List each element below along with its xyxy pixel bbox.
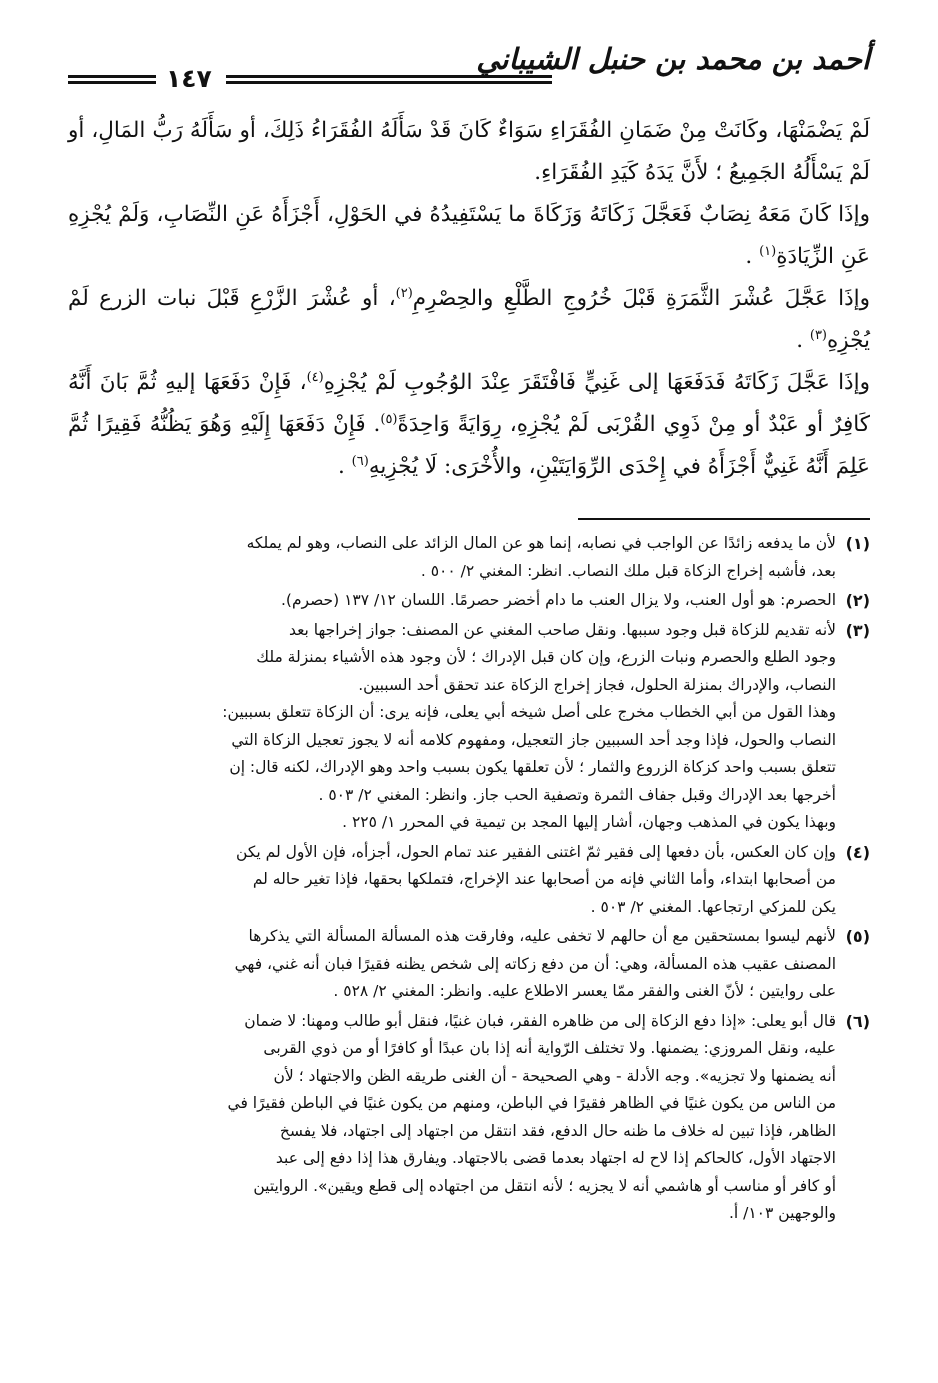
footnote-reference: (٢) — [395, 285, 413, 301]
footnote-line: وإن كان العكس، بأن دفعها إلى فقير ثمّ اغتنى الفقير عند تمام الحول، أجزأه، فإن الأول لم يكن — [236, 842, 836, 861]
footnote-line: الاجتهاد الأول، كالحاكم إذا لاح له اجتهاد بعدما قضى بالاجتهاد. ويفارق هذا إذا دفع إلى عبد — [275, 1149, 836, 1167]
footnote-line: النصاب والحول، فإذا وجد أحد السببين جاز التعجيل، ومفهوم كلامه أنه لا يجوز تعجيل الزكاة التي — [231, 730, 836, 749]
paragraph-text: وإذَا كَانَ مَعَهُ نِصَابٌ فَعَجَّلَ زَكَاتَهُ وَزَكَاةَ ما يَسْتَفِيدُهُ في الحَوْلِ، أَجْزَأَهُ عَنِ النِّصَابِ، وَلَمْ يُجْزِهِ عَنِ الزِّيَادَةِ — [68, 202, 870, 269]
footnote-reference: (٥) — [380, 411, 398, 427]
page — [68, 38, 870, 1358]
footnote-number: (٤) — [845, 842, 870, 862]
footnote-line: أنه يضمنها ولا تجزيه». وجه الأدلة - وهي الصحيحة - أن الغنى طريقه الظن والاجتهاد ؛ لأن — [273, 1066, 836, 1085]
footnote-line: وهذا القول من أبي الخطاب مخرج على أصل شيخه أبي يعلى، فإنه يرى: أن الزكاة تتعلق بسببين: — [222, 703, 836, 721]
paragraph-text: ، فَإِنْ دَفَعَهَا إليهِ ثُمَّ بَانَ أَنَّهُ كَافِرٌ أو عَبْدٌ أو مِنْ ذَوِي القُرْبَى لَمْ يُجْزِهِ، رِوَايَةً وَاحِدَةً — [68, 370, 871, 437]
footnote-line: تتعلق بسبب واحد كزكاة الزروع والثمار ؛ لأن تعلقها يكون بسبب واحد وهو الإدراك، لكنه قال: إن — [229, 758, 836, 776]
footnote-line: بعد، فأشبه إخراج الزكاة قبل ملك النصاب. انظر: المغني ٢/ ٥٠٠ . — [420, 561, 836, 580]
footnote-line: لأنهم ليسوا بمستحقين مع أن حالهم لا تخفى عليه، وفارقت هذه المسألة المسألة التي يذكرها — [248, 927, 836, 945]
paragraph-text: ، أو عُشْرَ الزَّرْعِ قَبْلَ نبات الزرع لَمْ يُجْزِهِ — [68, 286, 870, 353]
footnote-line: الحصرم: هو أول العنب، ولا يزال العنب ما دام أخضر حصرمًا. اللسان ١٢/ ١٣٧ (حصرم). — [280, 591, 836, 609]
footnote-line: النصاب، والإدراك بمنزلة الحلول، فجاز إخراج الزكاة عند تحقق أحد السببين. — [358, 675, 836, 694]
footnote-body — [68, 587, 836, 615]
footnote-body — [68, 839, 836, 922]
footnote-number: (٣) — [845, 620, 870, 640]
footnote-line: لأن ما يدفعه زائدًا عن الواجب في نصابه، إنما هو عن المال الزائد على النصاب، وهو لم يملكه — [246, 534, 836, 552]
footnotes-section — [68, 530, 870, 1228]
page-header — [68, 38, 870, 100]
paragraph-text: لَمْ يَضْمَنْهَا، وكَانَتْ مِنْ ضَمَانِ الفُقَرَاءِ سَوَاءٌ كَانَ قَدْ سَأَلَهُ الفُقَرَاءُ ذَلِكَ، أو سَأَلَهُ رَبُّ المَالِ، أو لَمْ يَسْأَلُهُ الجَمِيعُ ؛ لأَنَّ يَدَهُ كَيَدِ الفُقَرَاءِ. — [68, 118, 870, 185]
footnote-line: أو كافر أو مناسب أو هاشمي أنه لا يجزيه ؛ لأنه انتقل من اجتهاده إلى قطع ويقين». الروايتين — [253, 1176, 836, 1195]
footnote — [68, 530, 870, 585]
paragraph-text: وإذَا عَجَّلَ زَكَاتَهُ فَدَفَعَهَا إلى غَنِيٍّ فَافْتَقَرَ عِنْدَ الوُجُوبِ لَمْ يُجْزِهِ — [323, 370, 870, 395]
footnote-line: لأنه تقديم للزكاة قبل وجود سببها. ونقل صاحب المغني عن المصنف: جواز إخراجها بعد — [288, 620, 836, 639]
footnote-line: وبهذا يكون في المذهب وجهان، أشار إليها المجد بن تيمية في المحرر ١/ ٢٢٥ . — [342, 813, 836, 831]
header-rule-short — [68, 75, 156, 84]
paragraph: وإذَا عَجَّلَ عُشْرَ الثَّمَرَةِ قَبْلَ خُرُوجِ الطَّلْعِ والحِصْرِمِ$^{(٢)}$، أو عُشْرَ الزَّرْعِ قَبْلَ نبات الزرع لَمْ يُجْزِهِ$^{(٣)}$ . — [68, 285, 870, 353]
footnote — [68, 1008, 870, 1228]
book-title: أحمد بن محمد بن حنبل الشيباني — [476, 42, 870, 76]
paragraph: وإذَا عَجَّلَ زَكَاتَهُ فَدَفَعَهَا إلى غَنِيٍّ فَافْتَقَرَ عِنْدَ الوُجُوبِ لَمْ يُجْزِهِ$^{(٤)}$، فَإِنْ دَفَعَهَا إليهِ ثُمَّ بَانَ أَنَّهُ كَافِرٌ أو عَبْدٌ أو مِنْ ذَوِي القُرْبَى لَمْ يُجْزِهِ، رِوَايَةً وَاحِدَةً$^{(٥)}$. فَإِنْ دَفَعَهَا إِلَيْهِ وَهُوَ يَظُنُّهُ فَقِيرًا ثُمَّ عَلِمَ أَنَّهُ غَنِيٌّ أَجْزَأَهُ في إِحْدَى الرِّوَايَتَيْنِ، والأُخْرَى: لَا يُجْزِيهِ$^{(٦)}$ . — [68, 369, 871, 479]
footnote-line: قال أبو يعلى: «إذا دفع الزكاة إلى من ظاهره الفقر، فبان غنيًا، فنقل أبو طالب ومهنا: لا ضمان — [244, 1011, 836, 1030]
footnote-line: الظاهر، فإذا تبين له خلاف ما ظنه حال الدفع، فقد انتقل من اجتهاد إلى اجتهاد، فلا يفسخ — [279, 1121, 836, 1140]
footnote-line: يكن للمزكي ارتجاعها. المغني ٢/ ٥٠٣ . — [590, 897, 836, 916]
footnote-line: أخرجها بعد الإدراك وقبل جفاف الثمرة وتصفية الحب جاز. وانظر: المغني ٢/ ٥٠٣ . — [318, 785, 836, 804]
footnote-body — [68, 923, 836, 1006]
footnote — [68, 587, 870, 615]
footnote-body — [68, 530, 836, 585]
page-number: ١٤٧ — [166, 64, 212, 93]
footnote-number: (٦) — [845, 1011, 870, 1031]
footnote-body — [68, 617, 836, 837]
footnote-line: والوجهين ١٠٣/ أ. — [728, 1204, 836, 1222]
main-text — [68, 110, 870, 488]
footnote-body — [68, 1008, 836, 1228]
footnote-number: (٥) — [845, 927, 870, 946]
footnote-reference: (٤) — [306, 369, 324, 385]
footnote — [68, 923, 870, 1006]
footnote-line: المصنف عقيب هذه المسألة، وهي: أن من دفع زكاته إلى شخص يظنه فقيرًا فبان أنه غني، فهي — [234, 954, 836, 973]
footnote-line: من الناس من يكون غنيًا في الظاهر فقيرًا في الباطن، ومنهم من يكون غنيًا في الباطن فقيرًا في — [227, 1094, 836, 1112]
footnote-line: على روايتين ؛ لأنّ الغنى والفقر ممّا يعسر الاطلاع عليه. وانظر: المغني ٢/ ٥٢٨ . — [333, 982, 836, 1000]
header-rule — [226, 75, 552, 84]
paragraph-text: . فَإِنْ دَفَعَهَا إِلَيْهِ وَهُوَ يَظُنُّهُ فَقِيرًا ثُمَّ عَلِمَ أَنَّهُ غَنِيٌّ أَجْزَأَهُ في إِحْدَى الرِّوَايَتَيْنِ، والأُخْرَى: لَا يُجْزِيهِ — [68, 412, 870, 479]
paragraph: وإذَا كَانَ مَعَهُ نِصَابٌ فَعَجَّلَ زَكَاتَهُ وَزَكَاةَ ما يَسْتَفِيدُهُ في الحَوْلِ، أَجْزَأَهُ عَنِ النِّصَابِ، وَلَمْ يُجْزِهِ عَنِ الزِّيَادَةِ$^{(١)}$ . — [68, 202, 870, 269]
footnote-line: من أصحابها ابتداء، وأما الثاني فإنه من أصحابها عند الإخراج، فتملكها بحقها، فإذا تغير حاله لم — [252, 870, 836, 888]
footnote-separator — [578, 518, 870, 520]
footnote-line: عليه، ونقل المروزي: يضمنها. ولا تختلف الرّواية أنه إذا بان عبدًا أو كافرًا أو من ذوي القربى — [263, 1039, 836, 1057]
footnote-number: (١) — [845, 534, 870, 553]
footnote — [68, 839, 870, 922]
paragraph — [68, 110, 870, 194]
footnote — [68, 617, 870, 837]
paragraph-text: وإذَا عَجَّلَ عُشْرَ الثَّمَرَةِ قَبْلَ خُرُوجِ الطَّلْعِ والحِصْرِمِ — [412, 286, 870, 311]
footnote-reference: (٣) — [809, 327, 827, 343]
footnote-reference: (٦) — [351, 453, 369, 469]
footnote-line: وجود الطلع والحصرم ونبات الزرع، وإن كان قبل الإدراك ؛ لأن وجود هذه الأشياء بمنزلة ملك — [256, 648, 836, 666]
footnote-reference: (١) — [759, 243, 777, 259]
footnote-number: (٢) — [845, 591, 870, 610]
